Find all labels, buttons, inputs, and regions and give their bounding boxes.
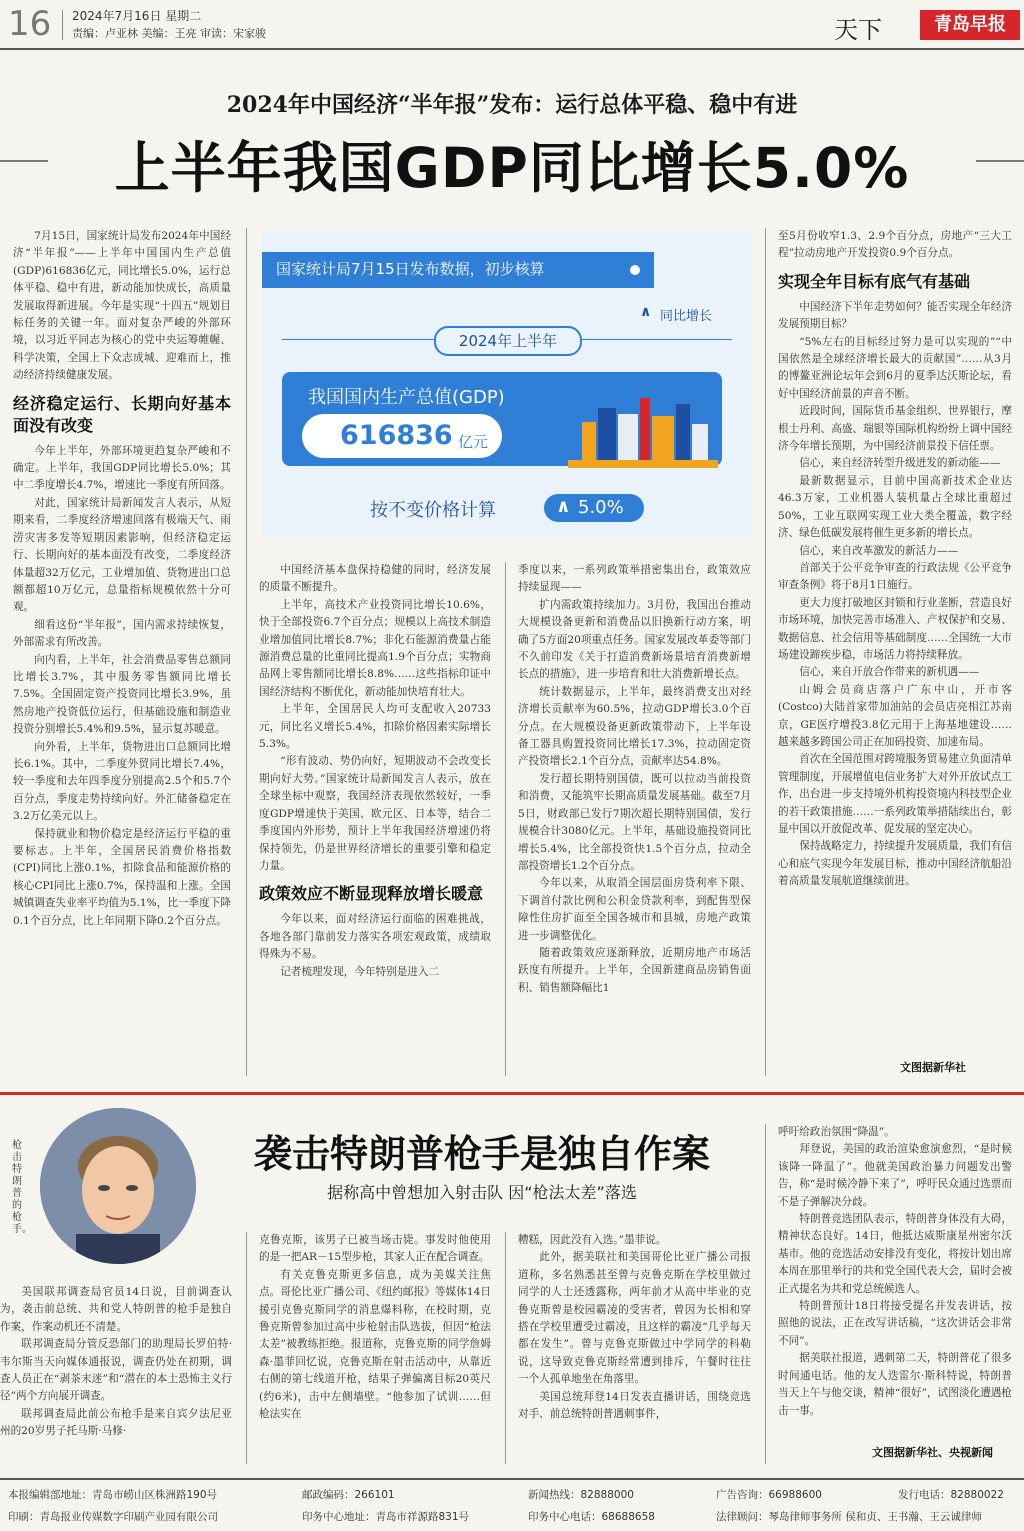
paragraph: 发行超长期特别国债，既可以拉动当前投资和消费，又能筑牢长期高质量发展基础。截至7月5日，财政部已发行7期次超长期特别国债，发行规模合计3080亿元。上半年，基础设施投资同比增长5.4%，比全部投资快1.5个百分点，拉动全部投资增长1.2个百分点。 (518, 772, 751, 872)
paragraph: 有关克鲁克斯更多信息，成为美媒关注焦点。哥伦比亚广播公司、《纽约邮报》等媒体14日援引克鲁克斯同学的消息爆料称，在校时期，克鲁克斯曾参加过高中步枪射击队选拔，但因“枪法太差”被教练拒绝。报道称，克鲁克斯的同学詹姆森·墨菲回忆说，克鲁克斯在射击活动中，从靠近右侧的第七线道开枪，结果子弹偏离目标20英尺(约6米)，击中左侧墙壁。“他参加了试训……但枪法实在 (259, 1268, 491, 1421)
paragraph: 联邦调查局此前公布枪手是来自宾夕法尼亚州的20岁男子托马斯·马修· (0, 1407, 232, 1438)
paragraph: 季度以来，一系列政策举措密集出台，政策效应持续显现—— (518, 564, 751, 594)
paragraph: 山姆会员商店落户广东中山，开市客(Costco)大陆首家带加油站的会员店亮相江苏南京，GE医疗增投3.8亿元用于上海基地建设……越来越多跨国公司正在加码投资、加速布局。 (778, 683, 1012, 748)
column-rule (505, 562, 506, 1076)
paragraph: 首次在全国范围对跨境服务贸易建立负面清单管理制度，开展增值电信业务扩大对外开放试点工作，出台进一步支持境外机构投资境内科技型企业的若干政策措施……一系列政策举措陆续出台，彰显中国以开放促改革、促发展的坚定决心。 (778, 753, 1012, 835)
paragraph: 对此，国家统计局新闻发言人表示，从短期来看，二季度经济增速回落有极端天气、雨涝灾害多发等短期因素影响，但经济稳定运行、长期向好的基本面没有改变，二季度经济体量超32万亿元，工业增加值、货物进出口总额都超10万亿元，总量指标规模依然十分可观。 (13, 496, 231, 614)
page-number: 16 (8, 4, 52, 44)
paragraph: 糟糕，因此没有入选。”墨菲说。 (518, 1234, 667, 1246)
subheading: 经济稳定运行、长期向好基本面没有改变 (13, 393, 231, 435)
paragraph: 首部关于公平竞争审查的行政法规《公平竞争审查条例》将于8月1日施行。 (778, 561, 1012, 592)
header-rule (0, 48, 1024, 50)
article1-col3 (518, 562, 751, 1076)
footer-print-phone: 印务中心电话：68688658 (528, 1511, 655, 1523)
paragraph: 细看这份“半年报”，国内需求持续恢复，外部需求有所改善。 (13, 618, 231, 649)
paragraph: 中国经济基本盘保持稳健的同时，经济发展的质量不断提升。 (259, 564, 491, 594)
footer-rule (0, 1478, 1024, 1480)
footer-address: 本报编辑部地址：青岛市崂山区株洲路190号 (8, 1489, 218, 1501)
paragraph: 至5月份收窄1.3、2.9个百分点，房地产“三大工程”拉动房地产开发投资0.9个百分点。 (778, 230, 1012, 260)
banner-dot-icon (630, 265, 640, 275)
trend-up-icon: ∧ (640, 304, 652, 320)
paragraph: 随着政策效应逐渐释放，近期房地产市场活跃度有所提升。上半年，全国新建商品房销售面积、销售额降幅比1 (518, 946, 751, 994)
article2-colD (778, 1124, 1012, 1442)
footer-lawyer: 法律顾问：琴岛律师事务所 侯和贞、王书瀚、王云诚律师 (716, 1511, 982, 1523)
footer-ad: 广告咨询：66988600 (716, 1489, 822, 1501)
footer-printer: 印刷：青岛报业传媒数字印刷产业园有限公司 (8, 1511, 218, 1523)
gdp-value: 616836 (340, 420, 453, 451)
footer-hotline: 新闻热线：82888000 (528, 1489, 634, 1501)
article2-colB (259, 1232, 491, 1464)
paragraph: 向内看，上半年，社会消费品零售总额同比增长3.7%，其中服务零售额同比增长7.5%。全国固定资产投资同比增长3.9%，虽然房地产投资低位运行，但基础设施和制造业投资分别增长5.4%和9.5%，显示复苏暖意。 (13, 653, 231, 736)
paragraph: 上半年，全国居民人均可支配收入20733元，同比名义增长5.4%，扣除价格因素实际增长5.3%。 (259, 703, 491, 751)
editor-credits: 责编：卢亚林 美编：王亮 审读：宋家骏 (72, 27, 266, 40)
paragraph: 扩内需政策持续加力。3月份，我国出台推动大规模设备更新和消费品以旧换新行动方案，明确了5方面20项重点任务。国家发展改革委等部门不久前印发《关于打造消费新场景培育消费新增长点的措施》，进一步培育和壮大消费新增长点。 (518, 598, 751, 681)
article2-colA (0, 1284, 232, 1464)
paragraph: “形有波动、势仍向好，短期波动不会改变长期向好大势。”国家统计局新闻发言人表示，放在全球坐标中观察，我国经济表现依然较好，一季度GDP增速快于美国、欧元区、日本等，结合二季度国内外形势，预计上半年我国经济增速仍将保持领先，仍是世界经济增长的重要引擎和稳定力量。 (259, 755, 491, 872)
article2-colC (518, 1232, 751, 1464)
article1-col1 (13, 228, 231, 1076)
column-rule (505, 1232, 506, 1464)
paragraph: 美国联邦调查局官员14日说，目前调查认为，袭击前总统、共和党人特朗普的枪手是独自作案，作案动机还不清楚。 (0, 1286, 232, 1333)
paragraph: 信心，来自开放合作带来的新机遇—— (799, 666, 980, 679)
paragraph: 近段时间，国际货币基金组织、世界银行，摩根士丹利、高盛、瑞银等国际机构纷纷上调中国经济今年增长预期，为中国经济前景投下信任票。 (778, 405, 1012, 453)
paragraph: 今年上半年，外部环境更趋复杂严峻和不确定。上半年，我国GDP同比增长5.0%；其中二季度增长4.7%，增速比一季度有所回落。 (13, 444, 231, 492)
article1-col2 (259, 562, 491, 1076)
newspaper-logo: 青岛早报 (920, 10, 1020, 40)
article1-kicker: 2024年中国经济“半年报”发布：运行总体平稳、稳中有进 (226, 92, 798, 118)
paragraph: 美国总统拜登14日发表直播讲话，围绕竞选对手、前总统特朗普遇刺事件， (518, 1390, 751, 1421)
portrait-icon (40, 1108, 196, 1264)
section-name: 天下 (834, 16, 882, 44)
paragraph: 统计数据显示，上半年，最终消费支出对经济增长贡献率为60.5%，拉动GDP增长3.0个百分点。在大规模设备更新政策带动下，上半年设备工器具购置投资同比增长17.3%，拉动固定资产投资增长2.1个百分点，贡献率达54.8%。 (518, 685, 751, 768)
column-rule (765, 1124, 766, 1464)
trend-label: 同比增长 (660, 309, 713, 324)
paragraph: 今年以来，面对经济运行面临的困难挑战，各地各部门靠前发力落实各项宏观政策，成绩取得殊为不易。 (259, 913, 491, 961)
headline-rule-right (976, 160, 1024, 162)
paragraph: 记者梳理发现，今年特别是进入二 (280, 965, 440, 978)
paragraph: 更大力度打破地区封锁和行业垄断，营造良好市场环境，加快完善市场准入、产权保护和交易、数据信息、社会信用等基础制度……全国统一大市场建设蹄疾步稳，市场活力将持续释放。 (778, 596, 1012, 661)
article2-headline: 袭击特朗普枪手是独自作案 (253, 1132, 710, 1176)
paragraph: 上半年，高技术产业投资同比增长10.6%，快于全部投资6.7个百分点；规模以上高技术制造业增加值同比增长8.7%；非化石能源消费量占能源消费总量的比重同比提高1.9个百分点；实物商品网上零售额同比增长8.8%……这些指标印证中国经济结构不断优化，新动能加快培育壮大。 (259, 598, 491, 698)
paragraph: 保持战略定力，持续提升发展质量，我们有信心和底气实现今年发展目标，推动中国经济航船沿着高质量发展航道继续前进。 (778, 840, 1012, 888)
section-divider (0, 1092, 1024, 1095)
article1-col4 (778, 228, 1012, 1062)
paragraph: 中国经济下半年走势如何？能否实现全年经济发展预期目标？ (778, 300, 1012, 331)
subheading: 政策效应不断显现释放增长暖意 (259, 884, 484, 904)
footer-distribution: 发行电话：82880022 (898, 1489, 1004, 1501)
shooter-photo (40, 1108, 196, 1264)
paragraph: 拜登说，美国的政治渲染愈演愈烈，“是时候该降一降温了”。他就美国政治暴力问题发出警告，称“是时候冷静下来了”，呼吁民众通过选票而不是子弹解决分歧。 (778, 1143, 1012, 1208)
column-rule (246, 228, 247, 1076)
city-skyline-icon (568, 384, 718, 468)
column-rule (765, 228, 766, 1076)
paragraph: 信心，来自改革激发的新活力—— (799, 544, 959, 557)
footer-print-center: 印务中心地址：青岛市祥源路831号 (302, 1511, 470, 1523)
growth-rate: 5.0% (578, 497, 624, 518)
paragraph: 联邦调查局分管反恐部门的助理局长罗伯特·韦尔斯当天向媒体通报说，调查仍处在初期，调查人员正在“剥茶末迷”和“潜在的本土恐怖主义行径”两个方向展开调查。 (0, 1338, 232, 1403)
article1-headline: 上半年我国GDP同比增长5.0% (114, 136, 910, 200)
price-basis: 按不变价格计算 (370, 500, 496, 521)
paragraph: 向外看，上半年，货物进出口总额同比增长6.1%。其中，二季度外贸同比增长7.4%，较一季度和去年四季度分别提高2.5个和5.7个百分点，季度走势持续向好。外汇储备稳定在3.2万亿美元以上。 (13, 740, 231, 823)
infographic-banner-text: 国家统计局7月15日发布数据，初步核算 (276, 260, 545, 278)
paragraph: 保持就业和物价稳定是经济运行平稳的重要标志。上半年，全国居民消费价格指数(CPI)同比上涨0.1%，扣除食品和能源价格的核心CPI同比上涨0.7%，保持温和上涨。全国城镇调查失业率平均值为5.1%，比一季度下降0.1个百分点，比上年同期下降0.2个百分点。 (13, 827, 231, 927)
growth-up-icon: ∧ (556, 496, 571, 517)
paragraph: 最新数据显示，目前中国高新技术企业达46.3万家，工业机器人装机量占全球比重超过50%，工业互联网实现工业大类全覆盖，数字经济、绿色低碳发展将催生更多新的增长点。 (778, 474, 1012, 540)
footer-postcode: 邮政编码：266101 (302, 1489, 395, 1501)
header-divider (62, 10, 63, 40)
article1-source: 文图据新华社 (900, 1061, 966, 1074)
paragraph: 呼吁给政治氛围“降温”。 (778, 1126, 895, 1138)
paragraph: 特朗普竞选团队表示，特朗普身体没有大碍，精神状态良好。14日，他抵达威斯康星州密尔沃基市。他的竞选活动安排没有变化，将按计划出席本周在那里举行的共和党全国代表大会，届时会被正式提名为共和党总统候选人。 (778, 1213, 1012, 1295)
gdp-unit: 亿元 (458, 433, 489, 451)
paragraph: 7月15日，国家统计局发布2024年中国经济“半年报”——上半年中国国内生产总值(GDP)616836亿元，同比增长5.0%，运行总体平稳、稳中有进，新动能加快成长，高质量发展取得新进展。今年是实现“十四五”规划目标任务的关键一年。面对复杂严峻的外部环境，以习近平同志为核心的党中央运筹帷幄、科学决策，全国上下众志成城、迎难而上，推动经济持续健康发展。 (13, 230, 231, 382)
paragraph: 今年以来，从取消全国层面房贷利率下限、下调首付款比例和公积金贷款利率，到配售型保障性住房扩面至全国各城市和县城，房地产政策进一步调整优化。 (518, 877, 751, 942)
paragraph: 特朗普预计18日将接受提名并发表讲话，按照他的说法，正在改写讲话稿，“这次讲话会非常不同”。 (778, 1300, 1012, 1347)
subheading: 实现全年目标有底气有基础 (778, 271, 971, 291)
period-pill: 2024年上半年 (434, 326, 582, 356)
gdp-label: 我国国内生产总值(GDP) (308, 387, 505, 408)
photo-caption: 枪击特朗普的枪手。 (12, 1140, 32, 1235)
paragraph: 据美联社报道，遇刺第二天，特朗普花了很多时间通电话。他的友人迭雷尔·斯科特说，特朗普当天上午与他交谈，精神“很好”，试图淡化遭遇枪击一事。 (778, 1352, 1012, 1417)
issue-date: 2024年7月16日 星期二 (72, 9, 202, 23)
article2-subheadline: 据称高中曾想加入射击队 因“枪法太差”落选 (327, 1183, 637, 1202)
paragraph: 此外，据美联社和美国哥伦比亚广播公司报道称，多名熟悉甚至曾与克鲁克斯在学校里做过同学的人士还透露称，两年前才从高中毕业的克鲁克斯曾是校园霸凌的受害者，曾因为长相和穿搭在学校里遭受过霸凌，且这样的霸凌“几乎每天都在发生”。曾与克鲁克斯做过中学同学的科勒说，这导致克鲁克斯经常遭到排斥，午餐时往往一个人孤单地坐在角落里。 (518, 1251, 751, 1386)
paragraph: “5%左右的目标经过努力是可以实现的”“中国依然是全球经济增长最大的贡献国”……从3月的博鳌亚洲论坛年会到6月的夏季达沃斯论坛，看好中国经济前景的声音不断。 (778, 335, 1012, 400)
gdp-infographic (262, 232, 752, 536)
headline-rule-left (0, 160, 48, 162)
paragraph: 信心，来自经济转型升级迸发的新动能—— (799, 457, 1001, 470)
article2-source: 文图据新华社、央视新闻 (872, 1446, 993, 1459)
paragraph: 克鲁克斯，该男子已被当场击毙。事发时他使用的是一把AR－15型步枪，其家人正在配合调查。 (259, 1234, 491, 1264)
column-rule (246, 1232, 247, 1464)
